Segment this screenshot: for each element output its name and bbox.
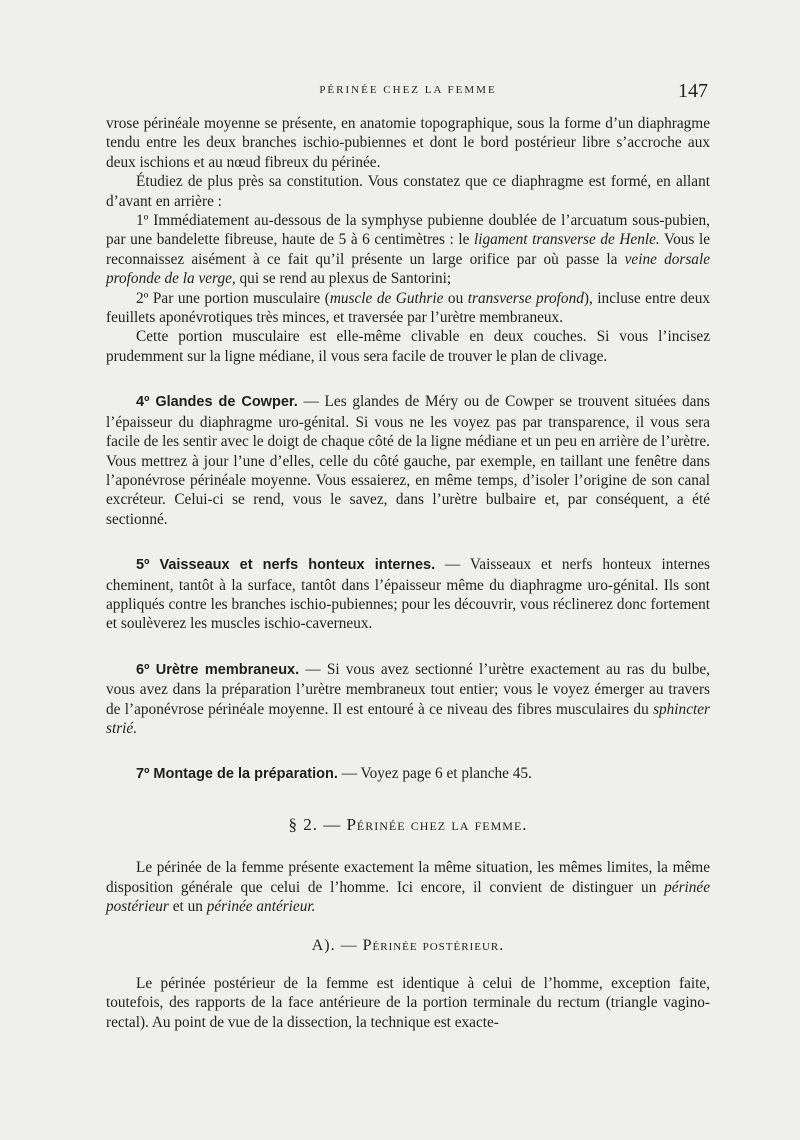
paragraph-muscle: 2º Par une portion musculaire (muscle de Guthrie ou transverse profond), incluse entre deux feuillets aponévrotiques très minces, et traversée par l’urètre membraneux. [106, 289, 710, 327]
item-montage: 7º Montage de la préparation. — Voyez page 6 et planche 45. [136, 765, 532, 783]
item-heading: 4º Glandes de Cowper. [136, 394, 298, 411]
paragraph-constitution: Étudiez de plus près sa constitution. Vous constatez que ce diaphragme est formé, en allant d’avant en arrière : [106, 173, 710, 210]
running-head: PÉRINÉE CHEZ LA FEMME [319, 84, 497, 96]
item-uretre: 6º Urètre membraneux. — Si vous avez sectionné l’urètre exactement au ras du bulbe, vous avez dans la préparation l’urètre membraneux tout entier; vous le voyez émerger au travers de l’aponévrose périnéale moyenne. Il est entouré à ce niveau des fibres musculaires du sphincter strié. [106, 660, 710, 737]
paragraph-ligament: 1º Immédiatement au-dessous de la symphyse pubienne doublée de l’arcuatum sous-pubien, par une bandelette fibreuse, haute de 5 à 6 centimètres : le ligament transverse de Henle. Vous le reconnaissez aisément à ce fait qu’il présente un large orifice par où passe la veine dorsale profonde de la verge, qui se rend au plexus de Santorini; [106, 212, 710, 288]
subsection-title: A). — Périnée postérieur. [311, 937, 505, 955]
paragraph-aponeurosis: vrose périnéale moyenne se présente, en anatomie topographique, sous la forme d’un diaphragme tendu entre les deux branches ischio-pubiennes et dont le bord postérieur libre s’accroche aux deux ischions et au nœud fibreux du périnée. [106, 115, 710, 171]
paragraph-perinee-femme: Le périnée de la femme présente exactement la même situation, les mêmes limites, la même disposition générale que celui de l’homme. Ici encore, il convient de distinguer un périnée postérieur et un périnée antérieur. [106, 859, 710, 915]
section-title: § 2. — Périnée chez la femme. [288, 814, 528, 834]
item-heading: 5º Vaisseaux et nerfs honteux internes. [136, 557, 436, 574]
term-transverse: transverse profond [467, 289, 584, 307]
term-sphincter: sphincter strié. [106, 700, 710, 737]
item-vaisseaux-nerfs: 5º Vaisseaux et nerfs honteux internes. — Vaisseaux et nerfs honteux internes cheminent, tantôt à la surface, tantôt dans l’épaisseur même du diaphragme uro-génital. Ils sont appliqués contre les branches ischio-pubiennes; pour les découvrir, vous réclinerez donc fortement et soulèverez les muscles ischio-caverneux. [106, 556, 710, 633]
page-number: 147 [678, 80, 708, 102]
term-guthrie: muscle de Guthrie [329, 289, 444, 307]
term-posterieur: périnée postérieur [106, 878, 710, 915]
paragraph-perinee-posterieur: Le périnée postérieur de la femme est identique à celui de l’homme, exception faite, toutefois, des rapports de la face antérieure de la portion terminale du rectum (triangle vagino-rectal). Au point de vue de la dissection, la technique est exacte- [106, 974, 710, 1031]
term-ligament: ligament transverse de Henle. [473, 231, 660, 249]
term-veine: veine dorsale profonde de la verge, [106, 250, 710, 288]
item-heading: 7º Montage de la préparation. [136, 766, 338, 783]
item-glandes-cowper: 4º Glandes de Cowper. — Les glandes de Méry ou de Cowper se trouvent situées dans l’épaisseur du diaphragme uro-génital. Si vous ne les voyez pas par transparence, il vous sera facile de les sentir avec le doigt de chaque côté de la ligne médiane et un peu en arrière de l’urètre. Vous mettrez à jour l’une d’elles, celle du côté gauche, par exemple, en taillant une fenêtre dans l’aponévrose périnéale moyenne. Vous essaierez, en même temps, d’isoler l’origine de son canal excréteur. Celui-ci se rend, vous le savez, dans l’urètre bulbaire et, par conséquent, a été sectionné. [106, 393, 710, 528]
paragraph-clivage: Cette portion musculaire est elle-même clivable en deux couches. Si vous l’incisez prudemment sur la ligne médiane, il vous sera facile de trouver le plan de clivage. [106, 328, 710, 365]
term-anterieur: périnée antérieur. [206, 898, 316, 915]
item-heading: 6º Urètre membraneux. [136, 661, 300, 678]
body-text [106, 114, 710, 1032]
